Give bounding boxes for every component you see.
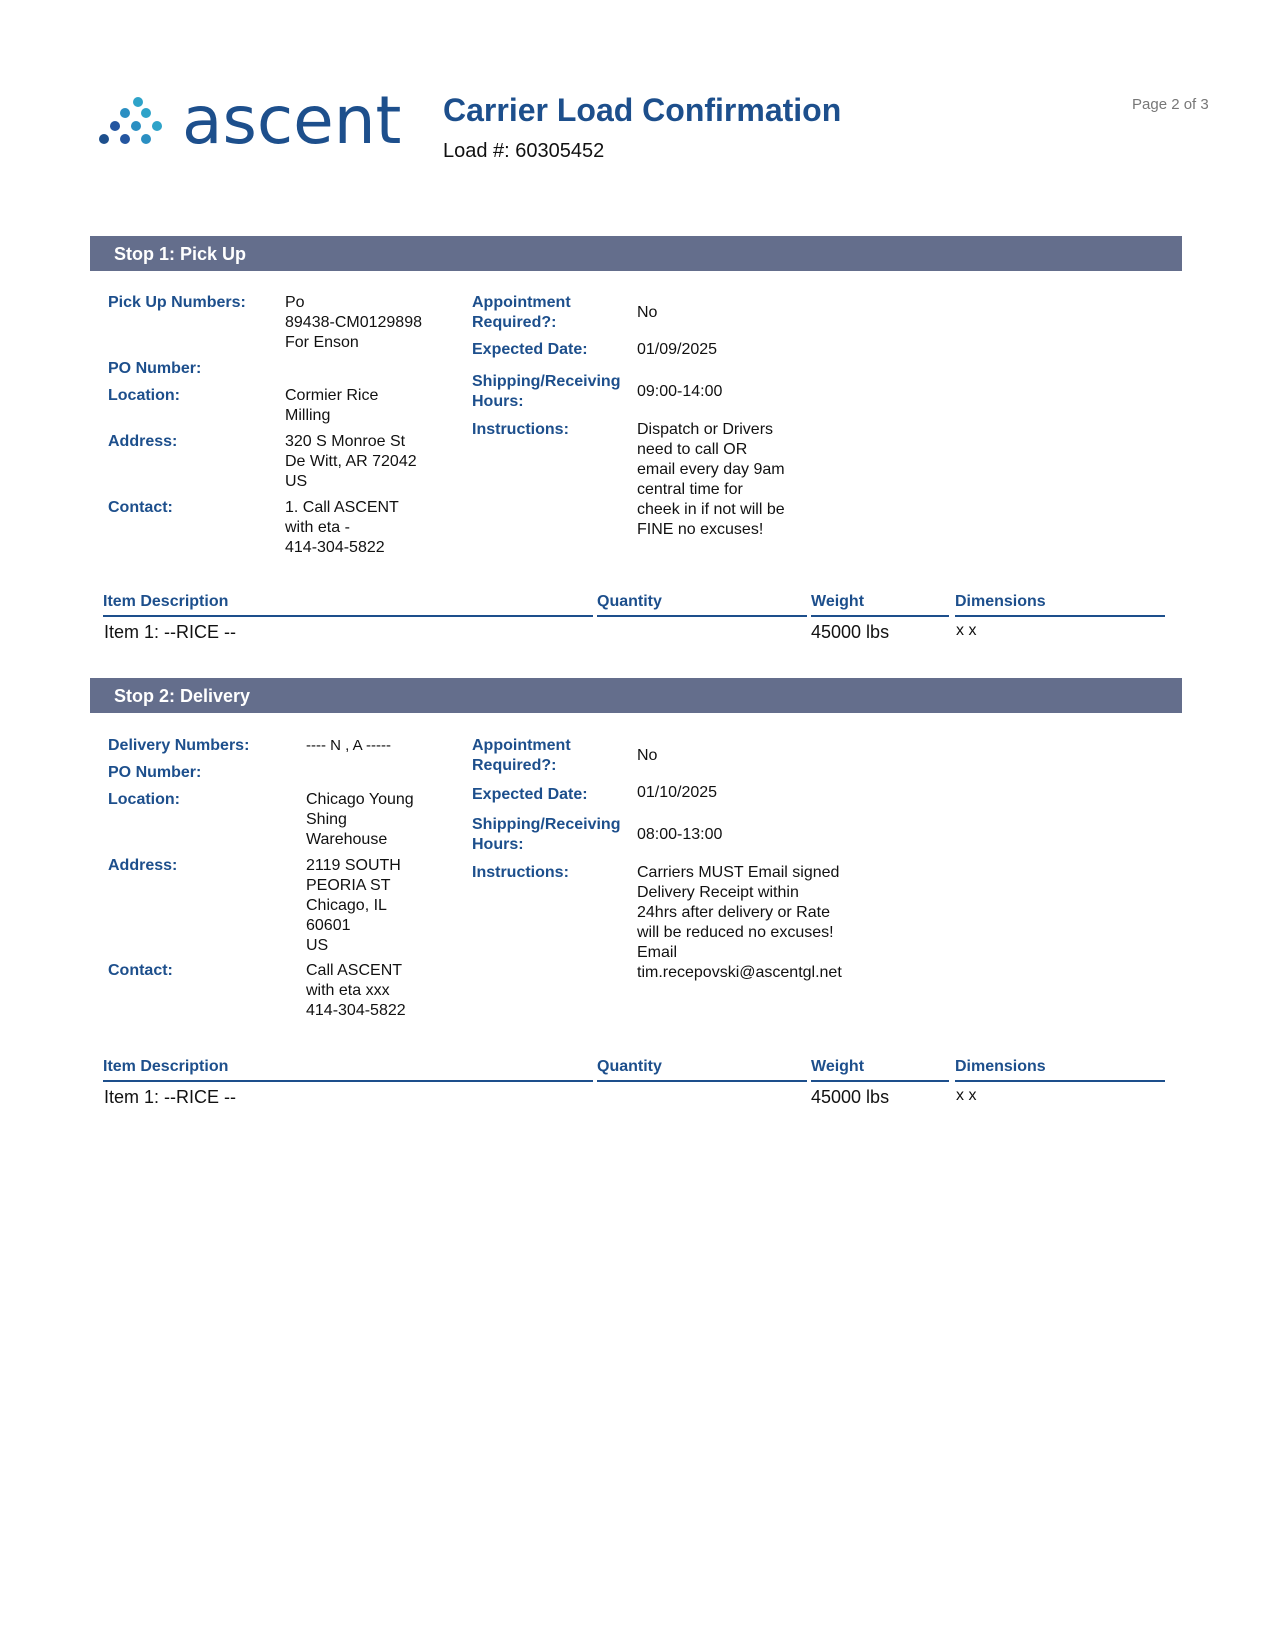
stop1-appointment-value: No <box>637 304 658 321</box>
logo-dots-icon <box>95 96 185 156</box>
stop2-address-value: 2119 SOUTH PEORIA ST Chicago, IL 60601 US <box>306 857 401 954</box>
stop1-th-weight: Weight <box>811 593 949 617</box>
stop2-expected-date-value: 01/10/2025 <box>637 784 718 801</box>
stop2-appointment-value: No <box>637 747 658 764</box>
stop1-hours-value: 09:00-14:00 <box>637 383 723 400</box>
stop1-weight-cell: 45000 lbs <box>811 622 890 642</box>
stop2-contact-value: Call ASCENT with eta xxx 414-304-5822 <box>306 962 406 1019</box>
stop1-instructions-label: Instructions: <box>472 421 569 438</box>
stop1-expected-date-value: 01/09/2025 <box>637 341 718 358</box>
stop2-delivery-numbers-label: Delivery Numbers: <box>108 737 250 754</box>
stop1-item-description-cell: Item 1: --RICE -- <box>104 622 237 642</box>
stop1-th-quantity: Quantity <box>597 593 807 617</box>
stop2-instructions-label: Instructions: <box>472 864 569 881</box>
stop2-delivery-numbers-value: ---- N , A ----- <box>306 737 391 754</box>
logo-wordmark: ascent <box>182 82 402 159</box>
stop2-th-item-description: Item Description <box>103 1058 593 1082</box>
stop2-hours-label: Shipping/Receiving Hours: <box>472 816 621 853</box>
stop1-address-value: 320 S Monroe St De Witt, AR 72042 US <box>285 433 417 490</box>
stop1-section-header: Stop 1: Pick Up <box>90 236 1182 271</box>
stop2-location-value: Chicago Young Shing Warehouse <box>306 791 414 848</box>
stop2-dimensions-cell: x x <box>956 1087 977 1104</box>
stop2-weight-cell: 45000 lbs <box>811 1087 890 1107</box>
stop1-dimensions-cell: x x <box>956 622 977 639</box>
stop2-hours-value: 08:00-13:00 <box>637 826 723 843</box>
stop2-contact-label: Contact: <box>108 962 173 979</box>
stop1-hours-label: Shipping/Receiving Hours: <box>472 373 621 410</box>
stop2-th-weight: Weight <box>811 1058 949 1082</box>
stop2-item-description-cell: Item 1: --RICE -- <box>104 1087 237 1107</box>
ascent-logo <box>95 82 415 166</box>
stop1-th-dimensions: Dimensions <box>955 593 1165 617</box>
stop1-po-number-label: PO Number: <box>108 360 202 377</box>
stop1-expected-date-label: Expected Date: <box>472 341 588 358</box>
stop2-appointment-label: Appointment Required?: <box>472 737 571 774</box>
stop2-address-label: Address: <box>108 857 178 874</box>
stop2-th-dimensions: Dimensions <box>955 1058 1165 1082</box>
page-title: Carrier Load Confirmation <box>443 92 842 128</box>
stop1-location-label: Location: <box>108 387 180 404</box>
stop1-appointment-label: Appointment Required?: <box>472 294 571 331</box>
stop1-address-label: Address: <box>108 433 178 450</box>
stop1-location-value: Cormier Rice Milling <box>285 387 379 424</box>
stop2-location-label: Location: <box>108 791 180 808</box>
stop1-pickup-numbers-value: Po 89438-CM0129898 For Enson <box>285 294 422 351</box>
stop1-instructions-value: Dispatch or Drivers need to call OR email every day 9am central time for cheek in if not will be FINE no excuses! <box>637 421 785 538</box>
load-number: Load #: 60305452 <box>443 140 605 162</box>
stop1-contact-label: Contact: <box>108 499 173 516</box>
stop2-instructions-value: Carriers MUST Email signed Delivery Receipt within 24hrs after delivery or Rate will be reduced no excuses! Email tim.recepovski@ascentgl.net <box>637 864 842 981</box>
stop2-th-quantity: Quantity <box>597 1058 807 1082</box>
stop1-pickup-numbers-label: Pick Up Numbers: <box>108 294 246 311</box>
stop1-contact-value: 1. Call ASCENT with eta - 414-304-5822 <box>285 499 399 556</box>
stop2-expected-date-label: Expected Date: <box>472 786 588 803</box>
stop2-po-number-label: PO Number: <box>108 764 202 781</box>
stop2-section-header: Stop 2: Delivery <box>90 678 1182 713</box>
page-indicator: Page 2 of 3 <box>1132 96 1209 113</box>
stop1-th-item-description: Item Description <box>103 593 593 617</box>
